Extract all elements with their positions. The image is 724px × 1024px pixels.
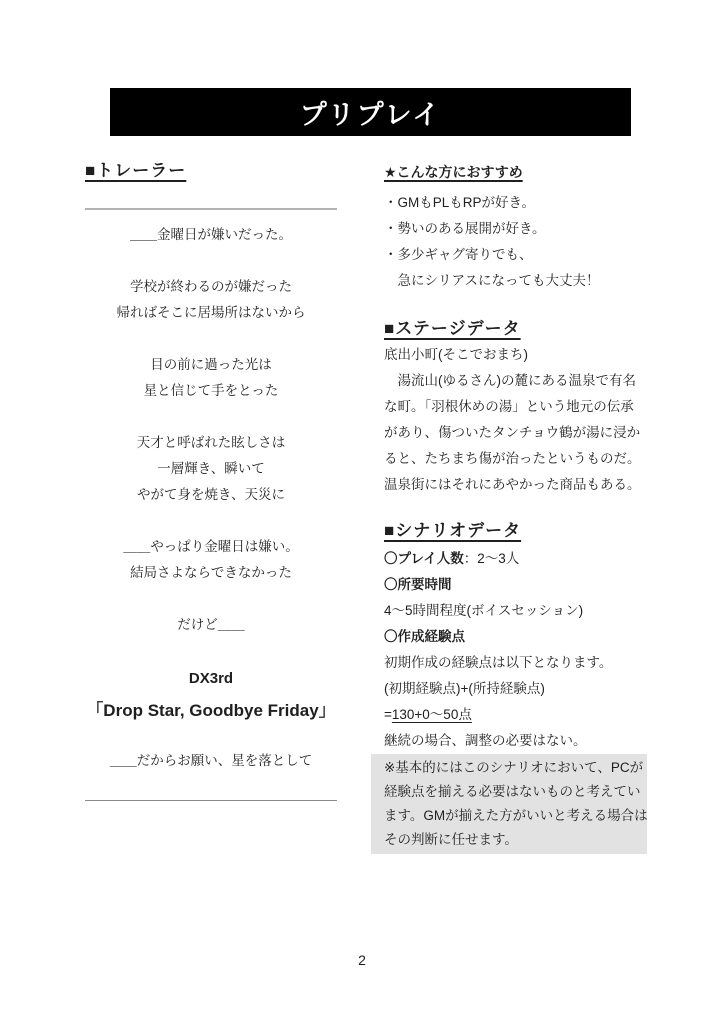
poem-line: 星と信じて手をとった [143,383,279,398]
trailer-tagline: ＿＿だからお願い、星を落として [109,753,313,768]
note-line: その判断に任せます。 [384,832,518,847]
time-value: 4～5時間程度(ボイスセッション) [384,603,584,618]
note-line: ※基本的にはこのシナリオにおいて、PCが [384,760,644,775]
trailer-divider-top [85,208,337,210]
stage-line: ると、たちまち傷が治ったというものだ。 [384,451,641,466]
recommend-item: ・GMもPLもRPが好き。 [384,195,535,210]
note-line: ます。GMが揃えた方がいいと考える場合は [384,808,648,823]
players-line [384,546,650,572]
poem-stanza [85,352,337,404]
stage-line: 温泉街にはそれにあやかった商品もある。 [384,477,641,492]
stage-line: 底出小町(そこでおまち) [384,347,528,362]
poem-line: 一層輝き、瞬いて [157,461,265,476]
stage-line: な町。「羽根休めの湯」という地元の伝承 [384,399,634,414]
time-label: 〇所要時間 [384,577,452,592]
poem-stanza [85,222,337,248]
recommend-heading: ★こんな方におすすめ [384,164,523,180]
exp-note: 継続の場合、調整の必要はない。 [384,733,587,748]
poem-stanza [85,274,337,326]
poem-line: 天才と呼ばれた眩しさは [136,435,286,450]
trailer-section [85,160,337,801]
exp-line: (初期経験点)+(所持経験点) [384,681,545,696]
trailer-poem [85,222,337,638]
banner-title: プリプレイ [299,99,442,130]
poem-line: 学校が終わるのが嫌だった [130,279,292,294]
stage-section [384,318,650,498]
note-line: 経験点を揃える必要はないものと考えてい [384,784,641,799]
recommend-item: ・勢いのある展開が好き。 [384,221,546,236]
poem-line: ＿＿金曜日が嫌いだった。 [130,227,292,242]
page-number: 2 [358,952,366,968]
recommend-section [384,162,650,294]
players-value: ：2～3人 [463,551,520,566]
scenario-title: 「Drop Star, Goodbye Friday」 [86,701,336,720]
poem-stanza [85,612,337,638]
exp-formula-prefix: = [384,707,392,722]
players-label: 〇プレイ人数 [384,551,464,566]
recommend-list [384,190,650,294]
poem-line: だけど＿＿ [177,617,245,632]
trailer-divider-bottom [85,800,337,801]
poem-line: 結局さよならできなかった [130,565,292,580]
stage-heading: ■ステージデータ [384,319,521,338]
exp-formula-line [384,702,650,728]
scenario-section [384,520,650,854]
poem-line: やがて身を焼き、天災に [137,487,285,502]
note-box [371,754,647,854]
stage-text [384,342,650,498]
stage-line: があり、傷ついたタンチョウ鶴が湯に浸か [384,425,641,440]
data-column [384,162,650,854]
exp-formula: 130+0～50点 [391,707,472,722]
trailer-heading: ■トレーラー [85,161,187,180]
poem-line: 帰ればそこに居場所はないから [116,305,306,320]
page-banner [110,88,631,136]
poem-line: 目の前に過った光は [150,357,272,372]
system-name: DX3rd [188,670,234,687]
scenario-text [384,546,650,754]
recommend-item: ・多少ギャグ寄りでも、 [384,247,533,262]
poem-line: ＿＿やっぱり金曜日は嫌い。 [123,539,299,554]
poem-stanza [85,534,337,586]
exp-line: 初期作成の経験点は以下となります。 [384,655,613,670]
scenario-heading: ■シナリオデータ [384,521,522,540]
recommend-item: 急にシリアスになっても大丈夫！ [384,273,600,288]
exp-label: 〇作成経験点 [384,629,465,644]
stage-line: 湯流山(ゆるさん)の麓にある温泉で有名 [384,373,636,388]
poem-stanza [85,430,337,508]
